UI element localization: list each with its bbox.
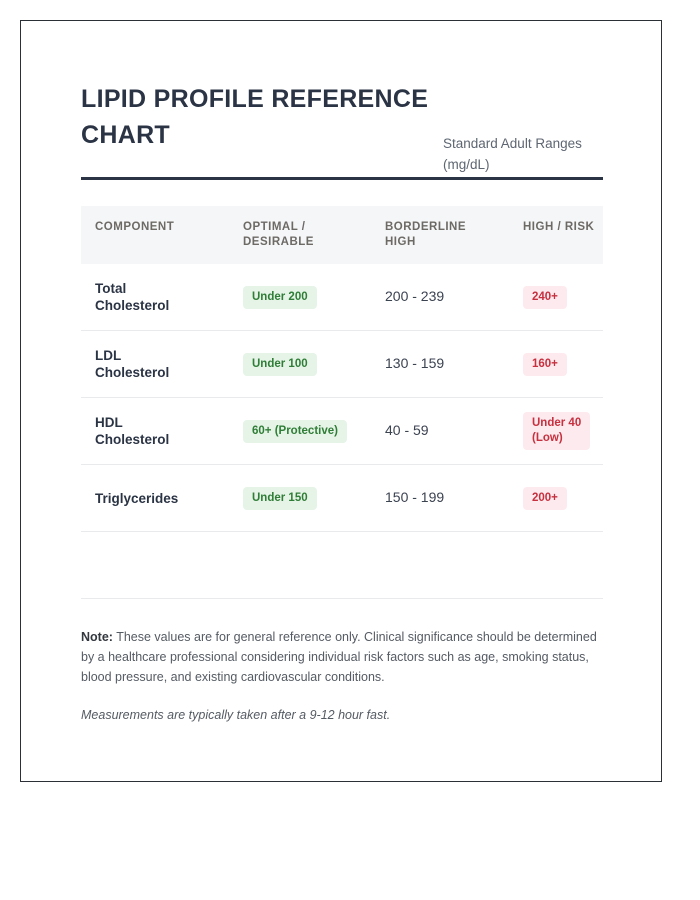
table-row: [81, 465, 603, 532]
cell-component: [81, 398, 229, 465]
optimal-badge: 60+ (Protective): [243, 420, 347, 443]
borderline-value: 200 - 239: [385, 288, 445, 304]
optimal-badge: Under 100: [243, 353, 317, 376]
spacer-cell: [81, 532, 229, 599]
high-risk-badge: [523, 412, 590, 450]
table-body: [81, 264, 603, 599]
cell-component: [81, 264, 229, 331]
column-header-optimal: [229, 206, 371, 264]
document-subtitle: [443, 133, 603, 175]
footer-notes: [81, 627, 597, 725]
cell-optimal: [229, 465, 371, 532]
component-name-line-2: Cholesterol: [95, 365, 170, 380]
cell-borderline: [371, 331, 509, 398]
column-header-borderline-line-1: BORDERLINE: [385, 221, 467, 233]
component-name-line-2: Cholesterol: [95, 298, 170, 313]
optimal-badge: Under 200: [243, 286, 317, 309]
table-row: [81, 264, 603, 331]
component-name-line-1: Total: [95, 281, 127, 296]
cell-borderline: [371, 264, 509, 331]
page-title: LIPID PROFILE REFERENCE CHART: [81, 85, 429, 149]
spacer-cell: [229, 532, 371, 599]
borderline-value: 40 - 59: [385, 422, 429, 438]
lipid-reference-table: [81, 206, 603, 599]
note-paragraph: [81, 627, 597, 687]
cell-high-risk: [509, 331, 603, 398]
component-name-line-1: Triglycerides: [95, 490, 179, 506]
table-spacer-row: [81, 532, 603, 599]
note-italic: Measurements are typically taken after a 9-12 hour fast.: [81, 708, 391, 722]
column-header-optimal-line-2: DESIRABLE: [243, 236, 314, 248]
component-name-line-2: Cholesterol: [95, 432, 170, 447]
high-risk-badge: 200+: [523, 487, 567, 510]
column-header-high-risk: HIGH / RISK: [509, 206, 603, 264]
subtitle-line-1: Standard Adult Ranges: [443, 136, 582, 151]
document-header: [81, 81, 603, 172]
column-header-borderline-line-2: HIGH: [385, 236, 416, 248]
component-name-line-1: HDL: [95, 415, 123, 430]
table-row: [81, 331, 603, 398]
optimal-badge: Under 150: [243, 487, 317, 510]
note-label: Note:: [81, 630, 113, 644]
cell-optimal: [229, 264, 371, 331]
high-risk-badge: 240+: [523, 286, 567, 309]
title-divider: [81, 177, 603, 180]
cell-high-risk: [509, 465, 603, 532]
high-risk-badge-line-2: (Low): [532, 432, 563, 444]
column-header-optimal-line-1: OPTIMAL /: [243, 221, 306, 233]
spacer-cell: [509, 532, 603, 599]
column-header-borderline: [371, 206, 509, 264]
borderline-value: 130 - 159: [385, 355, 445, 371]
document-page: [20, 20, 662, 782]
cell-borderline: [371, 465, 509, 532]
table-header-row: [81, 206, 603, 264]
cell-high-risk: [509, 264, 603, 331]
note-body: These values are for general reference only. Clinical significance should be determined by a healthcare professional considering individual risk factors such as age, smoking status, blood pressure, and existing cardiovascular conditions.: [81, 630, 597, 684]
component-name-line-1: LDL: [95, 348, 122, 363]
high-risk-badge: 160+: [523, 353, 567, 376]
cell-optimal: [229, 398, 371, 465]
cell-high-risk: [509, 398, 603, 465]
column-header-component: COMPONENT: [81, 206, 229, 264]
cell-component: [81, 465, 229, 532]
document-content: [81, 81, 603, 725]
high-risk-badge-line-1: Under 40: [532, 417, 582, 429]
cell-borderline: [371, 398, 509, 465]
table-row: [81, 398, 603, 465]
spacer-cell: [371, 532, 509, 599]
subtitle-line-2: (mg/dL): [443, 157, 490, 172]
borderline-value: 150 - 199: [385, 489, 445, 505]
cell-optimal: [229, 331, 371, 398]
table-header: [81, 206, 603, 264]
cell-component: [81, 331, 229, 398]
